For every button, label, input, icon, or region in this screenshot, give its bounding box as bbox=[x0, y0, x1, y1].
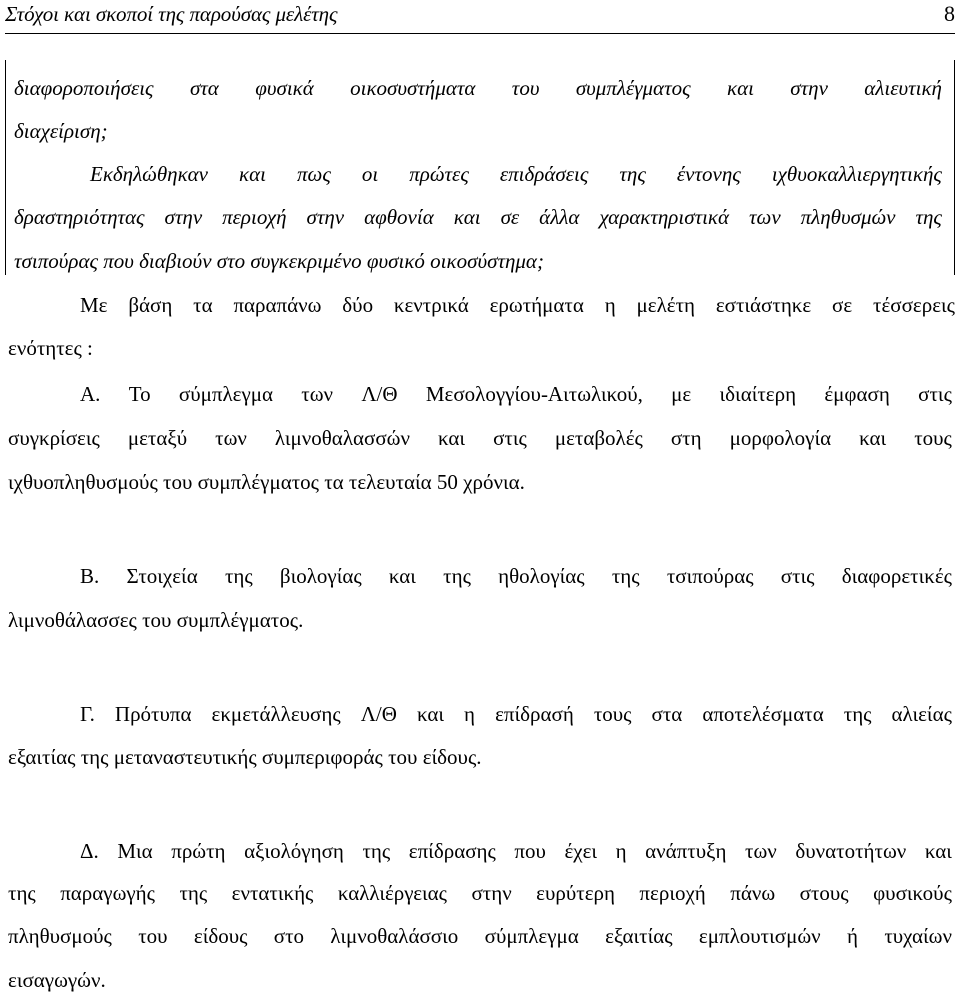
word: Μεσολογγίου-Αιτωλικού, bbox=[425, 382, 643, 406]
word: Β. bbox=[80, 564, 100, 588]
word: τσιπούρας bbox=[666, 564, 754, 588]
word: των bbox=[749, 205, 781, 229]
word: μεταξύ bbox=[127, 426, 188, 450]
section-a-line-1 bbox=[80, 380, 952, 408]
section-d-line-4: εισαγωγών. bbox=[8, 968, 106, 992]
focus-line-2: ενότητες : bbox=[8, 336, 93, 360]
word: Το bbox=[128, 382, 151, 406]
word: έμφαση bbox=[824, 382, 890, 406]
word: πληθυσμών bbox=[800, 205, 896, 229]
word: Με bbox=[80, 293, 108, 317]
word: που bbox=[514, 839, 546, 863]
word: στις bbox=[493, 426, 527, 450]
word: πληθυσμούς bbox=[8, 924, 112, 948]
section-a-line-3: ιχθυοπληθυσμούς του συμπλέγματος τα τελευταία 50 χρόνια. bbox=[8, 470, 525, 494]
word: είδους bbox=[193, 924, 248, 948]
word: αποτελέσματα bbox=[702, 702, 824, 726]
word: της bbox=[915, 205, 942, 229]
word: της bbox=[179, 881, 208, 905]
word: τέσσερεις bbox=[873, 293, 955, 317]
word: Εκδηλώθηκαν bbox=[90, 162, 208, 186]
word: της bbox=[619, 162, 646, 186]
word: και bbox=[453, 205, 481, 229]
word: του bbox=[138, 924, 168, 948]
word: των bbox=[215, 426, 247, 450]
word: Στοιχεία bbox=[126, 564, 198, 588]
word: Α. bbox=[80, 382, 101, 406]
word: μορφολογία bbox=[729, 426, 832, 450]
word: στην bbox=[164, 205, 203, 229]
word: επίδρασης bbox=[408, 839, 496, 863]
intro-line-5: τσιπούρας που διαβιούν στο συγκεκριμένο φυσικό οικοσύστημα; bbox=[14, 249, 544, 273]
word: ιχθυοκαλλιεργητικής bbox=[771, 162, 942, 186]
section-c-line-2: εξαιτίας της μεταναστευτικής συμπεριφοράς του είδους. bbox=[8, 745, 482, 769]
word: διαφοροποιήσεις bbox=[14, 76, 154, 100]
word: της bbox=[843, 702, 872, 726]
word: στο bbox=[273, 924, 305, 948]
word: συγκρίσεις bbox=[8, 426, 100, 450]
section-d-line-1 bbox=[80, 837, 952, 865]
word: και bbox=[416, 702, 445, 726]
word: αξιολόγηση bbox=[244, 839, 344, 863]
word: σε bbox=[500, 205, 520, 229]
word: πρώτη bbox=[171, 839, 226, 863]
word: η bbox=[604, 293, 616, 317]
word: και bbox=[726, 76, 754, 100]
word: στα bbox=[651, 702, 683, 726]
word: των bbox=[301, 382, 334, 406]
word: στους bbox=[799, 881, 849, 905]
word: της bbox=[362, 839, 391, 863]
word: διαφορετικές bbox=[841, 564, 952, 588]
word: αφθονία bbox=[364, 205, 434, 229]
word: δυνατοτήτων bbox=[795, 839, 907, 863]
word: σε bbox=[832, 293, 853, 317]
word: βιολογίας bbox=[279, 564, 362, 588]
section-d-line-3 bbox=[8, 922, 952, 950]
section-d-line-2 bbox=[8, 879, 952, 907]
word: Πρότυπα bbox=[114, 702, 192, 726]
intro-line-1 bbox=[14, 74, 942, 102]
word: αλιείας bbox=[891, 702, 952, 726]
word: σύμπλεγμα bbox=[178, 382, 273, 406]
word: πως bbox=[297, 162, 331, 186]
word: και bbox=[437, 426, 466, 450]
word: βάση bbox=[128, 293, 173, 317]
word: της bbox=[611, 564, 640, 588]
page-header bbox=[5, 0, 955, 34]
word: και bbox=[924, 839, 952, 863]
word: φυσικά bbox=[255, 76, 314, 100]
word: περιοχή bbox=[222, 205, 287, 229]
word: με bbox=[671, 382, 692, 406]
word: ανάπτυξη bbox=[645, 839, 727, 863]
word: Μια bbox=[117, 839, 153, 863]
word: και bbox=[859, 426, 887, 450]
word: η bbox=[615, 839, 627, 863]
word: οι bbox=[361, 162, 379, 186]
word: χαρακτηριστικά bbox=[599, 205, 730, 229]
word: άλλα bbox=[539, 205, 580, 229]
word: τους bbox=[914, 426, 952, 450]
word: κεντρικά bbox=[393, 293, 469, 317]
word: η bbox=[464, 702, 476, 726]
section-b-line-2: λιμνοθάλασσες του συμπλέγματος. bbox=[8, 608, 304, 632]
page-number: 8 bbox=[944, 1, 955, 26]
word: σύμπλεγμα bbox=[484, 924, 579, 948]
word: των bbox=[745, 839, 777, 863]
word: παραγωγής bbox=[60, 881, 155, 905]
word: τυχαίων bbox=[884, 924, 952, 948]
word: συμπλέγματος bbox=[575, 76, 691, 100]
word: οικοσυστήματα bbox=[350, 76, 476, 100]
section-b-line-1 bbox=[80, 562, 952, 590]
word: πάνω bbox=[730, 881, 776, 905]
word: της bbox=[8, 881, 36, 905]
word: φυσικούς bbox=[873, 881, 952, 905]
word: τους bbox=[593, 702, 632, 726]
word: στην bbox=[471, 881, 512, 905]
word: ερωτήματα bbox=[489, 293, 584, 317]
word: παραπάνω bbox=[233, 293, 322, 317]
word: στην bbox=[790, 76, 828, 100]
word: Γ. bbox=[80, 702, 95, 726]
word: εντατικής bbox=[231, 881, 314, 905]
word: εξαιτίας bbox=[605, 924, 673, 948]
intro-line-3 bbox=[90, 160, 942, 188]
word: της bbox=[224, 564, 253, 588]
word: στα bbox=[189, 76, 219, 100]
word: και bbox=[239, 162, 266, 186]
word: δύο bbox=[342, 293, 374, 317]
word: μελέτη bbox=[636, 293, 695, 317]
word: πρώτες bbox=[409, 162, 469, 186]
word: έχει bbox=[564, 839, 598, 863]
section-a-line-2 bbox=[8, 424, 952, 452]
word: έντονης bbox=[676, 162, 741, 186]
intro-line-4 bbox=[14, 203, 942, 231]
word: επίδρασή bbox=[495, 702, 574, 726]
word: εστιάστηκε bbox=[715, 293, 812, 317]
word: Λ/Θ bbox=[360, 702, 397, 726]
word: στην bbox=[306, 205, 345, 229]
section-c-line-1 bbox=[80, 700, 952, 728]
word: λιμνοθαλάσσιο bbox=[330, 924, 459, 948]
word: ιδιαίτερη bbox=[719, 382, 797, 406]
running-title: Στόχοι και σκοποί της παρούσας μελέτης bbox=[5, 2, 338, 26]
word: αλιευτική bbox=[864, 76, 942, 100]
word: ή bbox=[847, 924, 858, 948]
word: περιοχή bbox=[639, 881, 706, 905]
word: της bbox=[443, 564, 471, 588]
word: ευρύτερη bbox=[536, 881, 615, 905]
word: Δ. bbox=[80, 839, 99, 863]
intro-line-2: διαχείριση; bbox=[14, 119, 108, 143]
word: τα bbox=[193, 293, 213, 317]
word: και bbox=[388, 564, 416, 588]
word: στις bbox=[918, 382, 952, 406]
word: δραστηριότητας bbox=[14, 205, 145, 229]
word: εκμετάλλευσης bbox=[211, 702, 341, 726]
word: στη bbox=[670, 426, 702, 450]
word: επιδράσεις bbox=[499, 162, 589, 186]
word: εμπλουτισμών bbox=[698, 924, 821, 948]
word: του bbox=[511, 76, 540, 100]
word: Λ/Θ bbox=[361, 382, 398, 406]
word: στις bbox=[780, 564, 815, 588]
focus-line-1 bbox=[80, 291, 955, 319]
word: μεταβολές bbox=[554, 426, 643, 450]
word: καλλιέργειας bbox=[337, 881, 447, 905]
word: λιμνοθαλασσών bbox=[274, 426, 410, 450]
word: ηθολογίας bbox=[498, 564, 585, 588]
